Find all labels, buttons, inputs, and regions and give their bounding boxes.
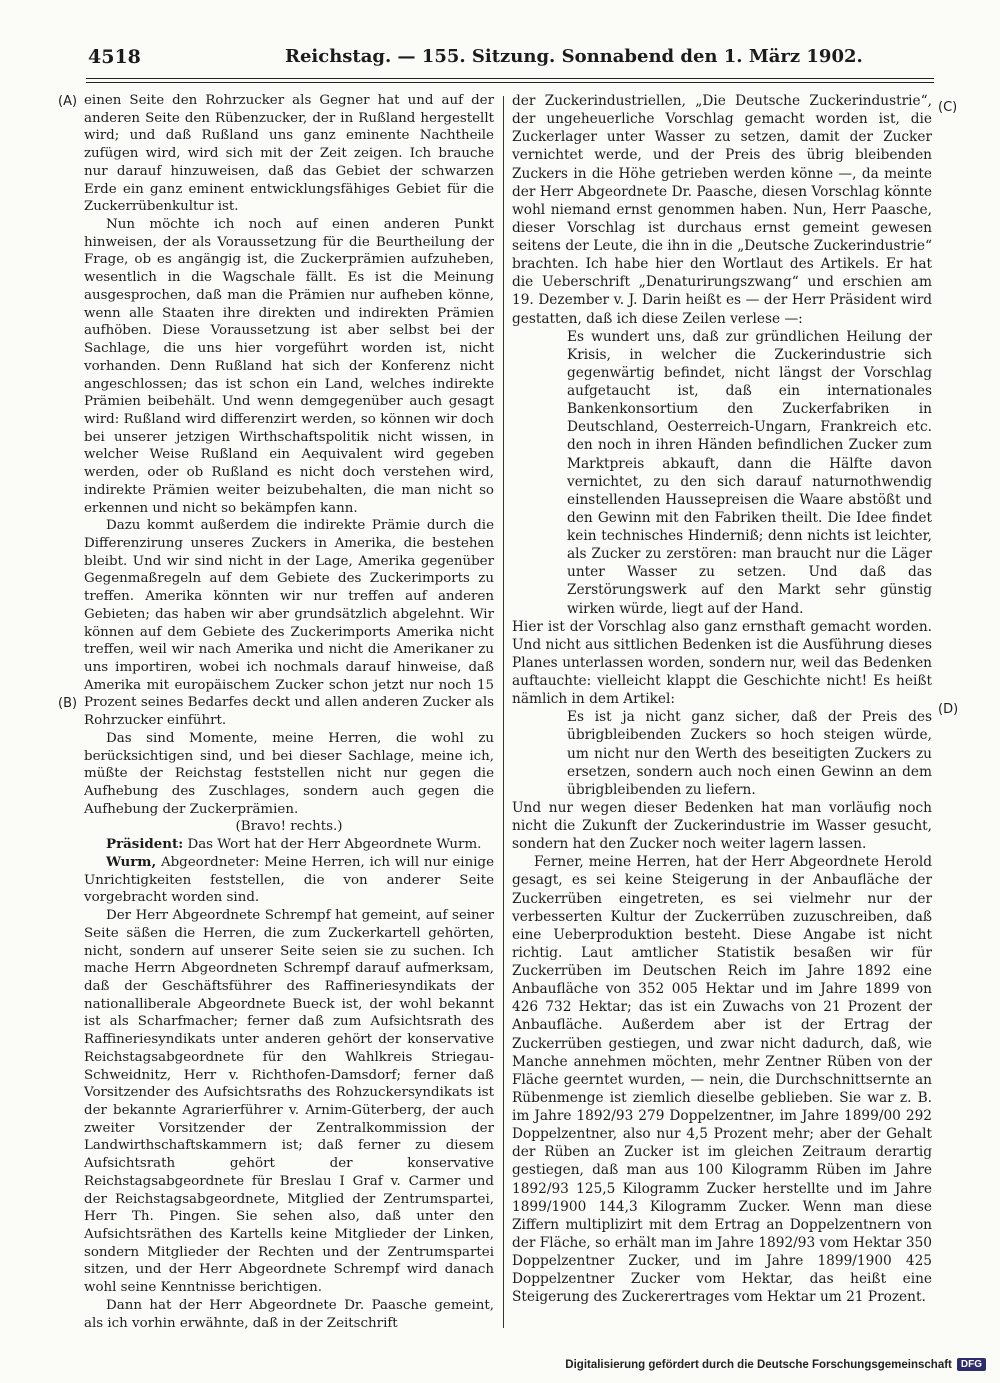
block-quote: Es ist ja nicht ganz sicher, daß der Preis des übrigbleibenden Zuckers so hoch steigen würde, um nicht nur den Werth des beseitigten Zuckers zu ersetzen, sondern auch noch einen Gewinn an dem übrigbleibenden zu liefern. [567,709,932,798]
speech-turn [84,836,494,854]
header-rule-2 [86,82,934,83]
paragraph: Das sind Momente, meine Herren, die wohl zu berücksichtigen sind, und bei dieser Sachlage, meine ich, müßte der Reichstag feststellen nicht nur gegen die Aufhebung des Zuschlages, sondern auch gegen die Aufhebung der Zuckerprämien. [84,730,494,817]
margin-marker-d: (D) [938,702,959,717]
right-column [512,92,932,1306]
speech-turn [84,854,494,907]
digitization-credit [565,1358,986,1371]
margin-marker-a: (A) [58,94,78,109]
paragraph: einen Seite den Rohrzucker als Gegner hat und auf der anderen Seite den Rübenzucker, der in Rußland hergestellt wird; und daß Rußland uns ganz eminente Nachtheile zufügen wird, wird sich mit der Zeit zeigen. Ich brauche nur darauf hinzuweisen, daß das Gebiet der schwarzen Erde ein ganz eminent entwicklungsfähiges Gebiet für die Zuckerrübenkultur ist. [84,93,494,215]
dfg-logo: DFG [957,1358,986,1371]
paragraph: der Zuckerindustriellen, „Die Deutsche Zuckerindustrie“, der ungeheuerliche Vorschlag gemacht worden ist, die Zuckerlager unter Wasser zu setzen, damit der Zucker vernichtet werde, und der Preis des übrig bleibenden Zuckers in die Höhe getrieben werden könne —, da meinte der Herr Abgeordnete Dr. Paasche, diesen Vorschlag könnte wohl niemand ernst genommen haben. Nun, Herr Paasche, dieser Vorschlag ist durchaus ernst gemeint gewesen seitens der Leute, die ihn in die „Deutsche Zuckerindustrie“ brachten. Ich habe hier den Wortlaut des Artikels. Er hat die Ueberschrift „Denaturirungszwang“ und erschien am 19. Dezember v. J. Darin heißt es — der Herr Präsident wird gestatten, daß ich diese Zeilen verlese —: [512,93,932,327]
credit-text: Digitalisierung gefördert durch die Deutsche Forschungsgemeinschaft [565,1358,952,1371]
column-divider [503,96,504,1328]
speech-text: Das Wort hat der Herr Abgeordnete Wurm. [187,837,482,853]
interjection: (Bravo! rechts.) [235,819,343,835]
block-quote: Es wundert uns, daß zur gründlichen Heilung der Krisis, in welcher die Zuckerindustrie sich gegenwärtig befindet, nicht längst der Vorschlag aufgetaucht ist, daß ein internationales Bankenkonsortium den Zuckerfabriken in Deutschland, Oesterreich-Ungarn, Frankreich etc. den noch in ihren Händen befindlichen Zucker zum Marktpreis abkauft, dann die Hälfte davon vernichtet, zu den sich darauf naturnothwendig einstellenden Haussepreisen die Waare abstößt und den Gewinn mit den Fabriken theilt. Die Idee findet kein technisches Hinderniß; denn nichts ist leichter, als Zucker zu zerstören: man braucht nur die Läger unter Wasser zu setzen. Und daß das Zerstörungswerk auf den Markt sehr günstig wirken würde, liegt auf der Hand. [567,328,932,617]
margin-marker-c: (C) [938,100,958,115]
paragraph: Hier ist der Vorschlag also ganz ernsthaft gemacht worden. Und nicht aus sittlichen Bedenken ist die Ausführung dieses Planes unterlassen worden, sondern nur, weil das Bedenken auftauchte: vielleicht klappt die Geschichte nicht! Es heißt nämlich in dem Artikel: [512,618,932,708]
paragraph: Und nur wegen dieser Bedenken hat man vorläufig noch nicht die Zukunft der Zuckerindustrie im Wasser gesucht, sondern hat den Zucker noch weiter lagern lassen. [512,799,932,853]
paragraph: Dazu kommt außerdem die indirekte Prämie durch die Differenzirung unseres Zuckers in Amerika, die bestehen bleibt. Und wir sind nicht in der Lage, Amerika gegenüber Gegenmaßregeln auf dem Gebiete des Zuckerimports zu treffen. Amerika könnten wir nur treffen auf anderen Gebieten; das haben wir aber grundsätzlich abgelehnt. Wir können auf dem Gebiete des Zuckerimports Amerika nicht treffen, weil wir nach Amerika und nicht die Amerikaner zu uns importiren, wobei ich nochmals darauf hinweise, daß Amerika mit europäischem Zucker schon jetzt nur noch 15 Prozent seines Bedarfes deckt und allen anderen Zucker als Rohrzucker einführt. [84,518,494,729]
left-column [84,92,494,1332]
speaker-name: Präsident: [106,836,184,853]
header-rule [86,78,934,79]
speech-text: Abgeordneter: Meine Herren, ich will nur einige Unrichtigkeiten feststellen, die von anderer Seite vorgebracht worden sind. [84,854,494,906]
margin-marker-b: (B) [58,696,78,711]
running-header [88,46,930,72]
paragraph: Der Herr Abgeordnete Schrempf hat gemeint, auf seiner Seite säßen die Herren, die zum Zuckerkartell gehörten, nicht, sondern auf unserer Seite seien sie zu suchen. Ich mache Herrn Abgeordneten Schrempf darauf aufmerksam, daß der Geschäftsführer des Raffineriesyndikats der nationalliberale Abgeordnete Bueck ist, der wohl bekannt ist als Scharfmacher; ferner daß zum Aufsichtsrath des Raffineriesyndikats unter anderen gehört der konservative Reichstagsabgeordnete für den Wahlkreis Striegau-Schweidnitz, Herr v. Richthofen-Damsdorf; ferner daß Vorsitzender des Aufsichtsraths des Rohzuckersyndikats ist der bekannte Agrarierführer v. Arnim-Güterberg, der auch zweiter Vorsitzender der Zentralkommission der Landwirthschaftskammern ist; daß ferner zu diesem Aufsichtsrath gehört der konservative Reichstagsabgeordnete für Breslau I Graf v. Carmer und der Reichstagsabgeordnete, Mitglied der Zentrumspartei, Herr Th. Pingen. Sie sehen also, daß unter den Aufsichtsräthen des Kartells keine Mitglieder der Linken, sondern Mitglieder der Rechten und der Zentrumspartei sitzen, und der Herr Abgeordnete Schrempf wird danach wohl seine Kenntnisse berichtigen. [84,908,494,1296]
paragraph: Nun möchte ich noch auf einen anderen Punkt hinweisen, der als Voraussetzung für die Beurtheilung der Frage, ob es angängig ist, die Zuckerprämien aufzuheben, wesentlich in die Wagschale fällt. Es ist die Meinung ausgesprochen, daß man die Prämien nur aufheben könne, wenn alle Staaten ihre direkten und indirekten Prämien aufhöben. Diese Voraussetzung ist aber selbst bei der Sachlage, die uns hier vorgeführt worden ist, nicht vorhanden. Denn Rußland hat sich der Konferenz nicht angeschlossen; das ist schon ein Land, welches indirekte Prämien beibehält. Und wenn demgegenüber auch gesagt wird: Rußland wird differenzirt werden, so können wir doch bei unserer jetzigen Wirthschaftspolitik nicht wissen, in welcher Weise Rußland ein Aequivalent wird gegeben werden, oder ob Rußland es nicht doch verstehen wird, indirekte Prämien weiter beizubehalten, die man nicht so erkennen und nicht so bekämpfen kann. [84,217,494,516]
speaker-name: Wurm, [106,853,157,870]
page-number: 4518 [88,46,141,68]
paragraph: Ferner, meine Herren, hat der Herr Abgeordnete Herold gesagt, es sei keine Steigerung in der Anbaufläche der Zuckerrüben eingetreten, es sei vielmehr nur der verbesserten Kultur der Zuckerrüben zuzuschreiben, daß eine Ueberproduktion besteht. Diese Angabe ist nicht richtig. Laut amtlicher Statistik besaßen wir für Zuckerrüben im Deutschen Reich im Jahre 1892 eine Anbaufläche von 352 005 Hektar und im Jahre 1899 von 426 732 Hektar; das ist ein Zuwachs von 21 Prozent der Anbaufläche. Außerdem aber ist der Ertrag der Zuckerrüben gestiegen, und zwar nicht dadurch, daß, wie Manche annehmen möchten, mehr Zentner Rüben von der Fläche geerntet wurden, — nein, die Durchschnittsernte an Rübenmenge ist ziemlich dieselbe geblieben. Sie war z. B. im Jahre 1892/93 279 Doppelzentner, im Jahre 1899/00 292 Doppelzentner, also nur 4,5 Prozent mehr; aber der Gehalt der Rüben an Zucker ist im gleichen Zeitraum derartig gestiegen, daß man aus 100 Kilogramm Rüben im Jahre 1892/93 125,5 Kilogramm Zucker herstellte und im Jahre 1899/1900 144,3 Kilogramm Zucker. Wenn man diese Ziffern multiplizirt mit dem Ertrag an Doppelzentnern von der Fläche, so erhält man im Jahre 1892/93 vom Hektar 350 Doppelzentner Zucker, und im Jahre 1899/1900 425 Doppelzentner Zucker vom Hektar, das heißt eine Steigerung des Zuckerertrages vom Hektar um 21 Prozent. [512,854,932,1306]
page-title: Reichstag. — 155. Sitzung. Sonnabend den 1. März 1902. [285,46,863,67]
paragraph: Dann hat der Herr Abgeordnete Dr. Paasche gemeint, als ich vorhin erwähnte, daß in der Zeitschrift [84,1297,494,1331]
